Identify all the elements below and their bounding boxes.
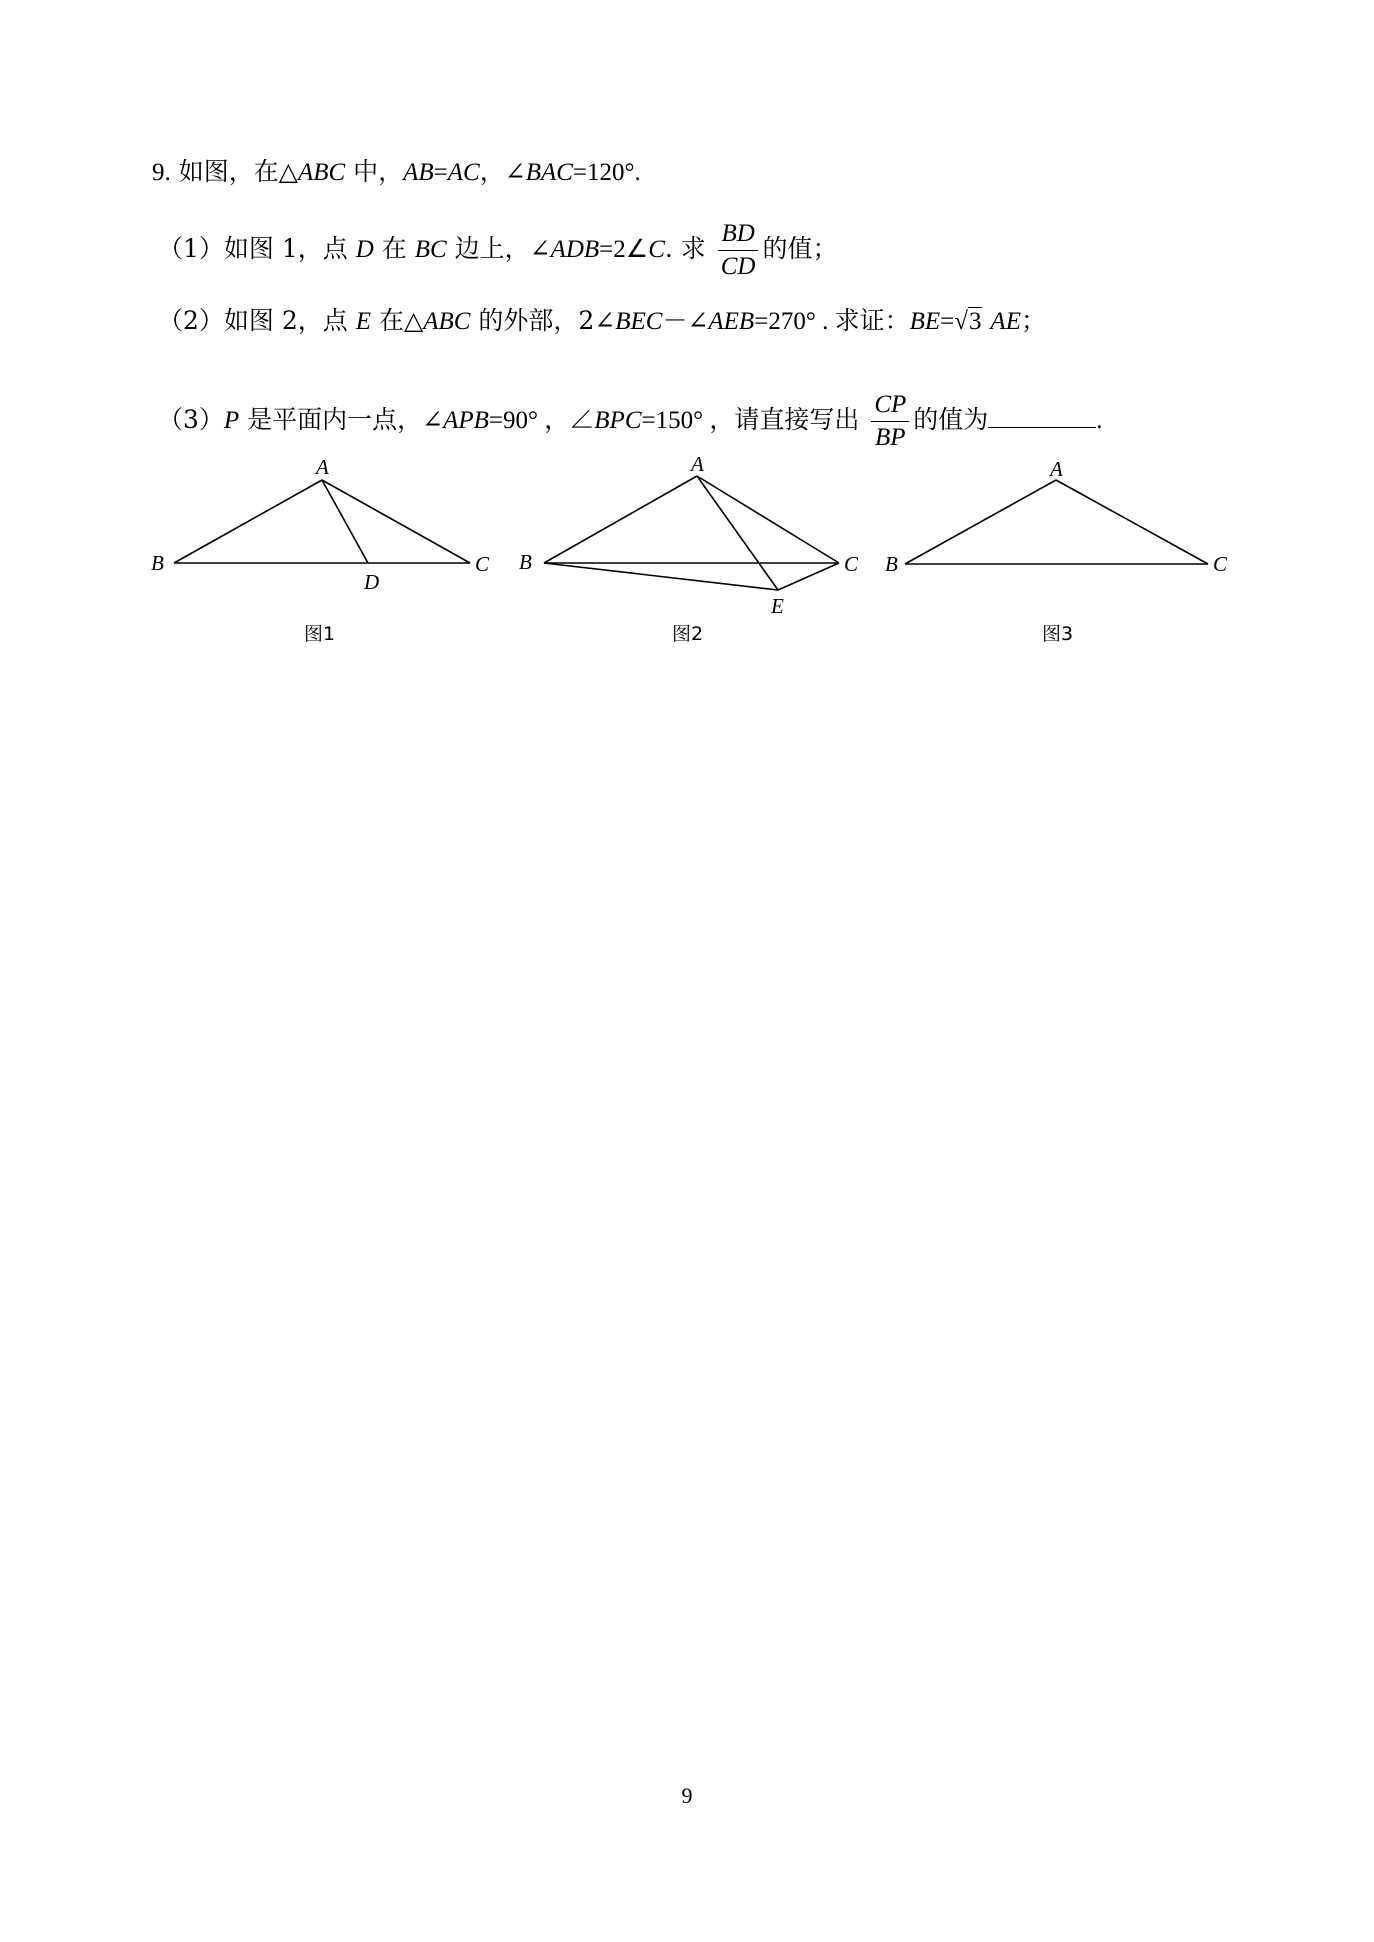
- angle-c: C: [648, 236, 665, 263]
- segment-be: BE: [909, 308, 941, 335]
- angle-value: =120°.: [572, 159, 641, 186]
- fig2-caption: 图2: [672, 623, 704, 645]
- fraction-denominator: CD: [720, 253, 756, 280]
- sqrt-radicand: 3: [968, 308, 982, 335]
- triangle-abc-2: ABC: [423, 308, 471, 335]
- fig1-caption: 图1: [304, 623, 336, 645]
- point-d: D: [355, 236, 374, 263]
- segment-bc: BC: [414, 236, 447, 263]
- triangle-abc: ABC: [297, 159, 346, 186]
- angle-adb: ADB: [550, 236, 600, 263]
- equals-sign: =: [433, 159, 448, 186]
- fig1-label-d: D: [364, 570, 380, 594]
- page-number: 9: [681, 1783, 693, 1808]
- fig3-label-a: A: [1050, 457, 1063, 481]
- point-p: P: [223, 407, 240, 434]
- fig3-caption: 图3: [1042, 623, 1074, 645]
- problem-number: 9.: [152, 159, 171, 186]
- figure-3-lines: [905, 480, 1208, 564]
- part1-ask: . 求: [664, 234, 706, 263]
- fig3-label-b: B: [885, 552, 898, 576]
- part2-outside: 的外部，2∠: [478, 306, 616, 335]
- part3-prefix: （3）: [158, 405, 224, 434]
- part3-val2: =150° ，请直接写出: [641, 407, 860, 434]
- fig1-label-c: C: [475, 552, 490, 576]
- fig1-label-a: A: [316, 455, 329, 479]
- angle-bac: BAC: [525, 159, 573, 186]
- segment-ab: AB: [403, 159, 434, 186]
- fig2-label-c: C: [844, 552, 859, 576]
- angle-bpc: BPC: [594, 407, 642, 434]
- problem-intro-b: 中，: [353, 157, 404, 186]
- angle-aeb: AEB: [708, 308, 755, 335]
- angle-apb: APB: [443, 407, 489, 434]
- part1-tail: 的值；: [762, 234, 838, 263]
- fig2-label-a: A: [691, 452, 704, 476]
- part3-end: .: [1096, 407, 1103, 434]
- fig3-label-c: C: [1213, 552, 1228, 576]
- part2-prefix: （2）如图 2，点: [158, 306, 348, 335]
- segment-ae: AE: [990, 308, 1021, 335]
- part1-prefix: （1）如图 1，点: [158, 234, 348, 263]
- part2-eq: =270° . 求证：: [754, 308, 910, 335]
- part1-on: 在: [381, 234, 407, 263]
- point-e: E: [355, 308, 371, 335]
- part2-tail: ；: [1020, 306, 1046, 335]
- problem-intro-c: ，∠: [479, 157, 526, 186]
- part3-tail: 的值为: [913, 405, 989, 434]
- fig2-label-b: B: [519, 550, 532, 574]
- part2-eq2: =: [940, 308, 955, 335]
- problem-intro-a: 如图，在△: [178, 157, 298, 186]
- fig1-label-b: B: [151, 551, 164, 575]
- fraction-denominator-bp: BP: [875, 424, 906, 451]
- part3-val1: =90° ，∠: [488, 407, 595, 434]
- part1-eq: =2∠: [599, 236, 649, 263]
- figure-1-lines: [174, 480, 470, 563]
- sqrt-symbol: √: [954, 308, 968, 335]
- figure-2-lines: [544, 476, 839, 590]
- part3-text1: 是平面内一点，∠: [247, 405, 444, 434]
- fig2-label-e: E: [771, 594, 784, 618]
- part2-in: 在△: [378, 306, 424, 335]
- angle-bec: BEC: [615, 308, 663, 335]
- part2-minus: －∠: [662, 306, 709, 335]
- segment-ac: AC: [447, 159, 480, 186]
- fraction-numerator-cp: CP: [871, 389, 909, 422]
- fraction-numerator: BD: [718, 218, 759, 251]
- part1-side: 边上，∠: [454, 234, 551, 263]
